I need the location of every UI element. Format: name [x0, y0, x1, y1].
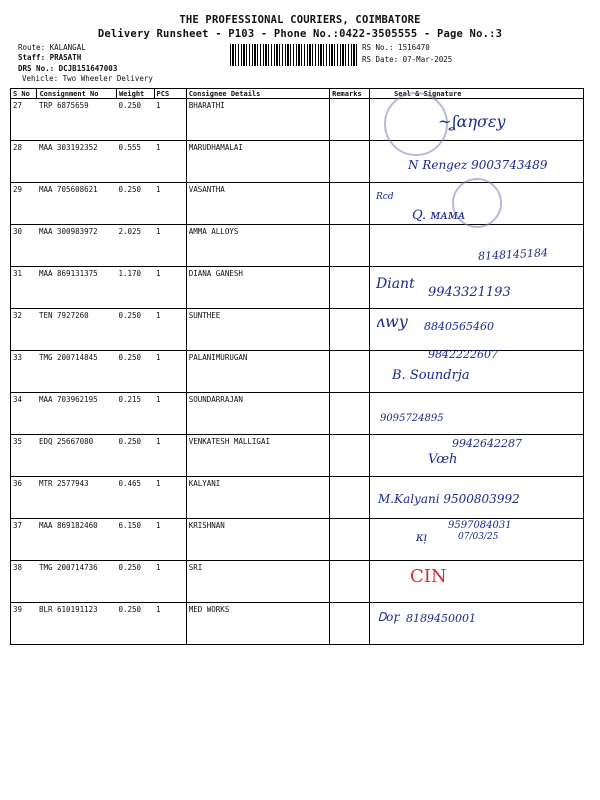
cell-consignment: MAA 703962195 — [37, 393, 117, 435]
cell-consignee: BHARATHI — [186, 99, 329, 141]
cell-weight: 0.250 — [116, 99, 154, 141]
cell-weight: 1.170 — [116, 267, 154, 309]
handwriting-row39: 8189450001 — [406, 612, 476, 625]
cell-remarks — [330, 141, 370, 183]
cell-remarks — [330, 561, 370, 603]
cell-signature — [370, 603, 584, 645]
rs-number: RS No.: 1516470 — [362, 43, 430, 52]
cell-weight: 0.555 — [116, 141, 154, 183]
handwriting-row31-name: Diant — [376, 276, 415, 292]
cell-sno: 27 — [11, 99, 37, 141]
cell-pcs: 1 — [154, 561, 186, 603]
handwriting-row37: 9597084031 — [448, 520, 512, 531]
cell-consignee: MARUDHAMALAI — [186, 141, 329, 183]
cell-sno: 28 — [11, 141, 37, 183]
cell-weight: 0.250 — [116, 183, 154, 225]
signature-mark: ʌwy — [376, 312, 408, 331]
cell-sno: 32 — [11, 309, 37, 351]
cell-sno: 34 — [11, 393, 37, 435]
cell-sno: 33 — [11, 351, 37, 393]
cell-consignee: AMMA ALLOYS — [186, 225, 329, 267]
cell-remarks — [330, 183, 370, 225]
table-row — [11, 309, 584, 351]
cell-sno: 31 — [11, 267, 37, 309]
signature-mark: 07/03/25 — [458, 532, 499, 542]
cell-weight: 0.250 — [116, 309, 154, 351]
route-label: Route: KALANGAL — [18, 43, 86, 52]
cell-remarks — [330, 99, 370, 141]
cell-consignment: BLR 610191123 — [37, 603, 117, 645]
cell-consignee: KALYANI — [186, 477, 329, 519]
cell-remarks — [330, 267, 370, 309]
staff-label: Staff: PRASATH — [18, 53, 82, 62]
runsheet-subtitle: Delivery Runsheet - P103 - Phone No.:0422-3505555 - Page No.:3 — [97, 28, 503, 40]
handwriting-row33-name: B. Soundrja — [392, 368, 470, 383]
cell-consignee: KRISHNAN — [186, 519, 329, 561]
cell-pcs: 1 — [154, 141, 186, 183]
cell-weight: 0.250 — [116, 561, 154, 603]
handwriting-row33-phone: 9842222607 — [428, 348, 498, 361]
cell-consignment: TRP 6875659 — [37, 99, 117, 141]
cell-consignee: SOUNDARRAJAN — [186, 393, 329, 435]
cell-pcs: 1 — [154, 309, 186, 351]
table-row — [11, 561, 584, 603]
signature-mark: ᴋᴉ — [416, 530, 428, 544]
col-header-sno: S No — [11, 89, 37, 99]
drs-number: DRS No.: DCJB151647003 — [18, 64, 118, 73]
cell-weight: 0.465 — [116, 477, 154, 519]
cell-signature — [370, 561, 584, 603]
cell-sno: 37 — [11, 519, 37, 561]
cell-sno: 30 — [11, 225, 37, 267]
cell-signature — [370, 225, 584, 267]
cell-sno: 36 — [11, 477, 37, 519]
cell-consignee: VENKATESH MALLIGAI — [186, 435, 329, 477]
cell-remarks — [330, 309, 370, 351]
cell-sno: 39 — [11, 603, 37, 645]
cell-weight: 0.250 — [116, 351, 154, 393]
col-header-consignment: Consignment No — [37, 89, 117, 99]
cell-consignment: TMG 200714736 — [37, 561, 117, 603]
signature-mark: Ꭰᴏꝼ — [378, 610, 400, 624]
cell-weight: 0.250 — [116, 603, 154, 645]
cell-pcs: 1 — [154, 183, 186, 225]
cell-remarks — [330, 351, 370, 393]
cell-consignment: MAA 705608621 — [37, 183, 117, 225]
col-header-remarks: Remarks — [330, 89, 370, 99]
col-header-consignee: Consignee Details — [186, 89, 329, 99]
cell-consignment: MAA 869182460 — [37, 519, 117, 561]
cell-consignment: MAA 869131375 — [37, 267, 117, 309]
cell-remarks — [330, 435, 370, 477]
cell-weight: 0.250 — [116, 435, 154, 477]
cell-weight: 6.150 — [116, 519, 154, 561]
table-row — [11, 603, 584, 645]
col-header-weight: Weight — [116, 89, 154, 99]
handwriting-row38: CIN — [410, 566, 447, 587]
cell-pcs: 1 — [154, 225, 186, 267]
cell-consignee: SUNTHEE — [186, 309, 329, 351]
cell-remarks — [330, 393, 370, 435]
handwriting-row35: 9942642287 — [452, 437, 522, 450]
table-row — [11, 393, 584, 435]
cell-pcs: 1 — [154, 267, 186, 309]
rs-date: RS Date: 07-Mar-2025 — [362, 55, 453, 64]
col-header-pcs: PCS — [154, 89, 186, 99]
handwriting-row36: M.Kalyani 9500803992 — [378, 492, 520, 506]
vehicle-label: Vehicle: Two Wheeler Delivery — [22, 74, 153, 83]
cell-consignee: MED WORKS — [186, 603, 329, 645]
cell-remarks — [330, 519, 370, 561]
handwriting-row31-phone: 9943321193 — [428, 285, 511, 300]
cell-pcs: 1 — [154, 99, 186, 141]
cell-sno: 35 — [11, 435, 37, 477]
handwriting-row28: N Rengez 9003743489 — [408, 158, 548, 172]
col-header-signature: Seal & Signature — [370, 89, 584, 99]
cell-remarks — [330, 603, 370, 645]
cell-remarks — [330, 477, 370, 519]
handwriting-row32: 8840565460 — [424, 320, 494, 333]
signature-mark: Q. ᴍᴀᴍᴀ — [412, 208, 466, 223]
cell-consignment: TMG 200714845 — [37, 351, 117, 393]
company-title: THE PROFESSIONAL COURIERS, COIMBATORE — [179, 14, 421, 26]
cell-pcs: 1 — [154, 603, 186, 645]
cell-remarks — [330, 225, 370, 267]
cell-consignee: VASANTHA — [186, 183, 329, 225]
cell-sno: 29 — [11, 183, 37, 225]
signature-mark: Vœh — [428, 452, 458, 467]
cell-weight: 0.215 — [116, 393, 154, 435]
cell-pcs: 1 — [154, 351, 186, 393]
cell-consignment: MTR 2577943 — [37, 477, 117, 519]
cell-consignee: PALANIMURUGAN — [186, 351, 329, 393]
signature-mark: Rcd — [376, 192, 394, 202]
handwriting-row34: 9095724895 — [380, 413, 444, 424]
cell-consignment: MAA 303192352 — [37, 141, 117, 183]
cell-consignment: EDQ 25667080 — [37, 435, 117, 477]
cell-pcs: 1 — [154, 393, 186, 435]
handwriting-row30: 8148145184 — [477, 246, 549, 263]
cell-weight: 2.025 — [116, 225, 154, 267]
barcode-image — [230, 44, 358, 66]
cell-sno: 38 — [11, 561, 37, 603]
cell-pcs: 1 — [154, 435, 186, 477]
cell-consignment: MAA 300983972 — [37, 225, 117, 267]
cell-consignee: SRI — [186, 561, 329, 603]
table-header-row — [11, 89, 584, 99]
cell-consignment: TEN 7927260 — [37, 309, 117, 351]
cell-pcs: 1 — [154, 477, 186, 519]
cell-consignee: DIANA GANESH — [186, 267, 329, 309]
cell-pcs: 1 — [154, 519, 186, 561]
signature-mark: ~ʆαησεу — [438, 112, 506, 131]
